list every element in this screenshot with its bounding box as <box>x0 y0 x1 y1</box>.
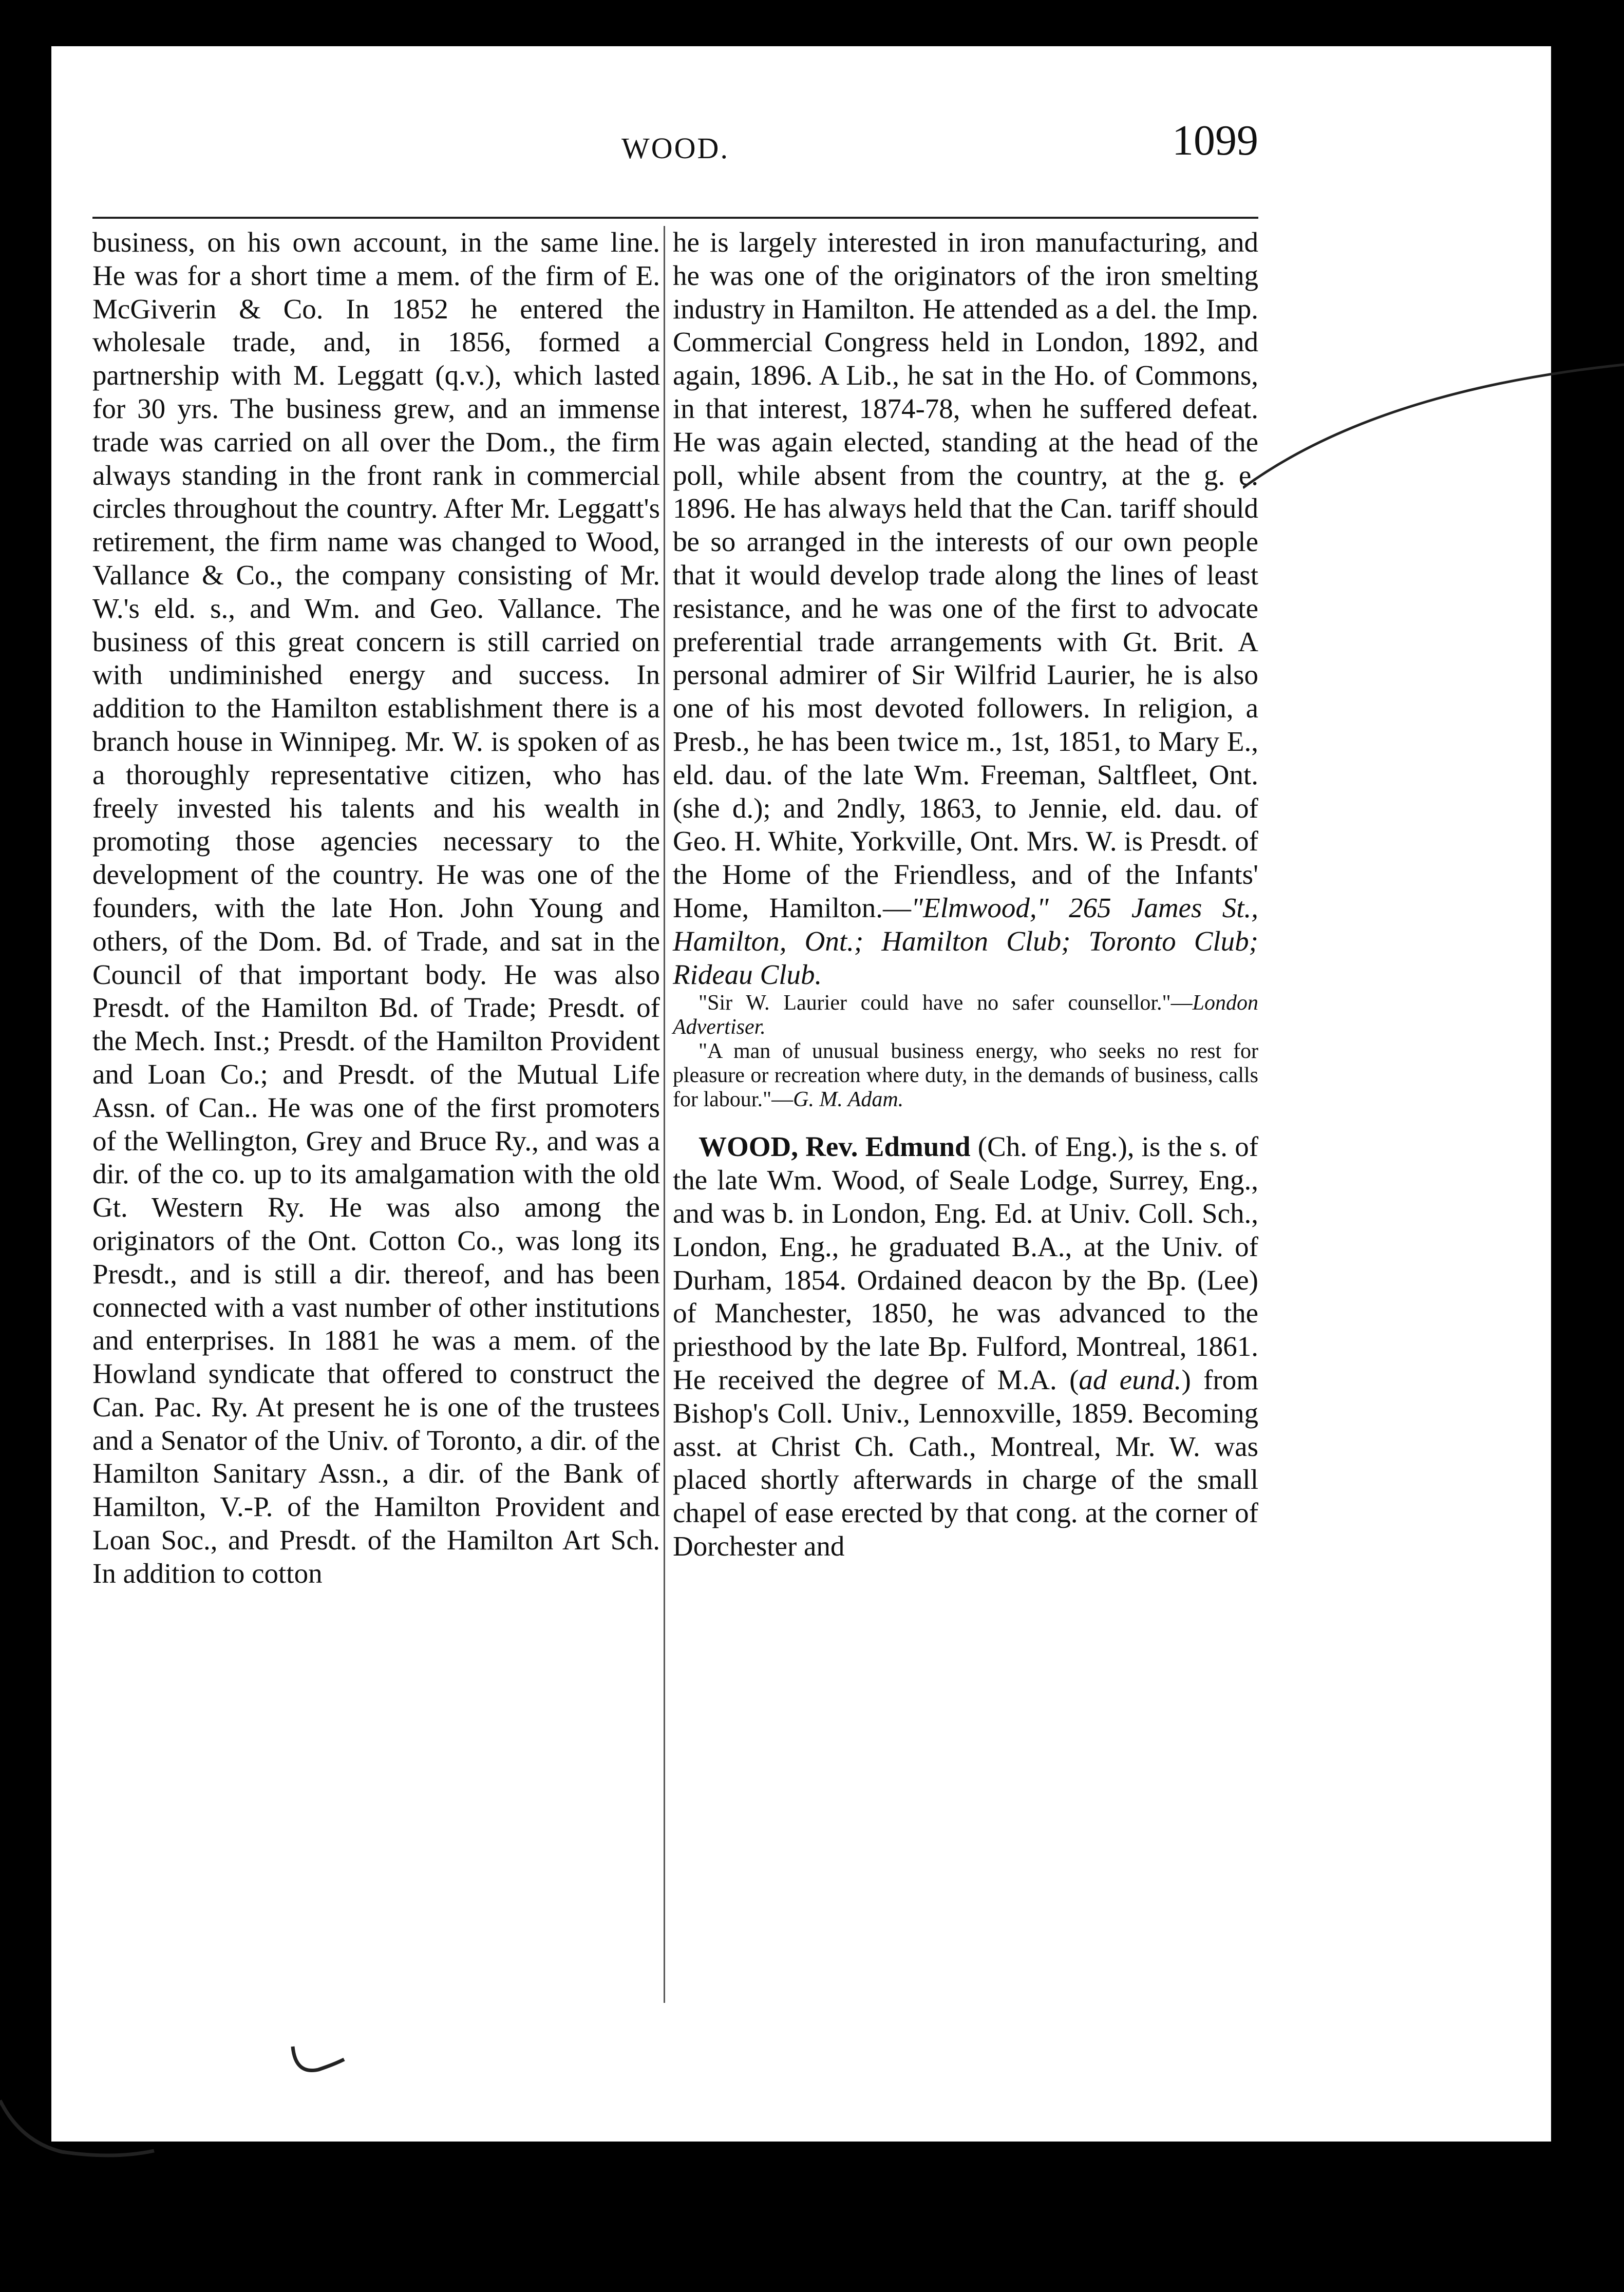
column-divider <box>664 226 665 2003</box>
page-header <box>92 116 1258 193</box>
left-column-text: business, on his own account, in the same line. He was for a short time a mem. of the firm of E. McGiverin & Co. In 1852 he entered the wholesale trade, and, in 1856, formed a partnership with M. Leggatt (q.v.), which lasted for 30 yrs. The business grew, and an immense trade was carried on all over the Dom., the firm always standing in the front rank in commercial circles throughout the country. After Mr. Leggatt's retirement, the firm name was changed to Wood, Vallance & Co., the company consisting of Mr. W.'s eld. s., and Wm. and Geo. Vallance. The business of this great concern is still carried on with undiminished energy and success. In addition to the Hamilton establishment there is a branch house in Winnipeg. Mr. W. is spoken of as a thoroughly representative citizen, who has freely invested his talents and his wealth in promoting those agencies necessary to the development of the country. He was one of the founders, with the late Hon. John Young and others, of the Dom. Bd. of Trade, and sat in the Council of that important body. He was also Presdt. of the Hamilton Bd. of Trade; Presdt. of the Mech. Inst.; Presdt. of the Hamilton Provident and Loan Co.; and Presdt. of the Mutual Life Assn. of Can.. He was one of the first promoters of the Wellington, Grey and Bruce Ry., and was a dir. of the co. up to its amalgamation with the old Gt. Western Ry. He was also among the originators of the Ont. Cotton Co., was long its Presdt., and is still a dir. thereof, and has been connected with a vast number of other institutions and enterprises. In 1881 he was a mem. of the Howland syndicate that offered to construct the Can. Pac. Ry. At present he is one of the trustees and a Senator of the Univ. of Toronto, a dir. of the Hamilton Sanitary Assn., a dir. of the Bank of Hamilton, V.-P. of the Hamilton Provident and Loan Soc., and Presdt. of the Hamilton Art Sch. In addition to cotton <box>92 226 660 1589</box>
entry-heading: WOOD, Rev. Edmund <box>698 1131 971 1163</box>
quote-adam <box>673 1039 1258 1112</box>
quote-adam-source: G. M. Adam. <box>793 1088 904 1112</box>
pen-mark-right <box>1243 359 1624 493</box>
quote-laurier-source: London Advertiser. <box>673 991 1258 1039</box>
right-column-text: he is largely interested in iron manufacturing, and he was one of the originators of the iron smelting industry in Hamilton. He attended as a del. the Imp. Commercial Congress held in London, 1892, and again, 1896. A Lib., he sat in the Ho. of Commons, in that interest, 1874-78, when he suffered defeat. He was again elected, standing at the head of the poll, while absent from the country, at the g. e. 1896. He has always held that the Can. tariff should be so arranged in the interests of our own people that it would develop trade along the lines of least resistance, and he was one of the first to advocate preferential trade arrangements with Gt. Brit. A personal admirer of Sir Wilfrid Laurier, he is also one of his most devoted followers. In religion, a Presb., he has been twice m., 1st, 1851, to Mary E., eld. dau. of the late Wm. Freeman, Saltfleet, Ont. (she d.); and 2ndly, 1863, to Jennie, eld. dau. of Geo. H. White, Yorkville, Ont. Mrs. W. is Presdt. of the Home of the Friendless, and of the Infants' Home, Hamilton.— <box>673 226 1258 923</box>
right-column <box>673 226 1258 1563</box>
entry-text-tail: ) from Bishop's Coll. Univ., Lennoxville, 1859. Becoming asst. at Christ Ch. Cath., Montreal, Mr. W. was placed shortly afterwards in charge of the small chapel of ease erected by that cong. at the corner of Dorchester and <box>673 1363 1259 1562</box>
entry-wood-edmund <box>673 1130 1258 1563</box>
left-column <box>92 226 660 1590</box>
page-number: 1099 <box>1172 117 1258 164</box>
quote-adam-text: "A man of unusual business energy, who seeks no rest for pleasure or recreation where duty, in the demands of business, calls for labour."— <box>673 1039 1258 1112</box>
entry-text: (Ch. of Eng.), is the s. of the late Wm. Wood, of Seale Lodge, Surrey, Eng., and was b. in London, Eng. Ed. at Univ. Coll. Sch., London, Eng., he graduated B.A., at the Univ. of Durham, 1854. Ordained deacon by the Bp. (Lee) of Manchester, 1850, he was advanced to the priesthood by the late Bp. Fulford, Montreal, 1861. He received the degree of M.A. ( <box>673 1131 1259 1395</box>
pen-mark-left <box>0 2095 185 2167</box>
running-head: WOOD. <box>621 131 729 165</box>
quote-laurier <box>673 991 1258 1039</box>
address-line: "Elmwood," 265 James St., Hamilton, Ont.; Hamilton Club; Toronto Club; Rideau Club. <box>673 892 1258 990</box>
pen-mark-bottom <box>288 2044 349 2085</box>
entry-ad-eund: ad eund. <box>1079 1363 1182 1395</box>
quote-laurier-text: "Sir W. Laurier could have no safer counsellor."— <box>698 991 1193 1015</box>
right-column-paragraph <box>673 226 1258 991</box>
header-rule <box>92 217 1258 219</box>
